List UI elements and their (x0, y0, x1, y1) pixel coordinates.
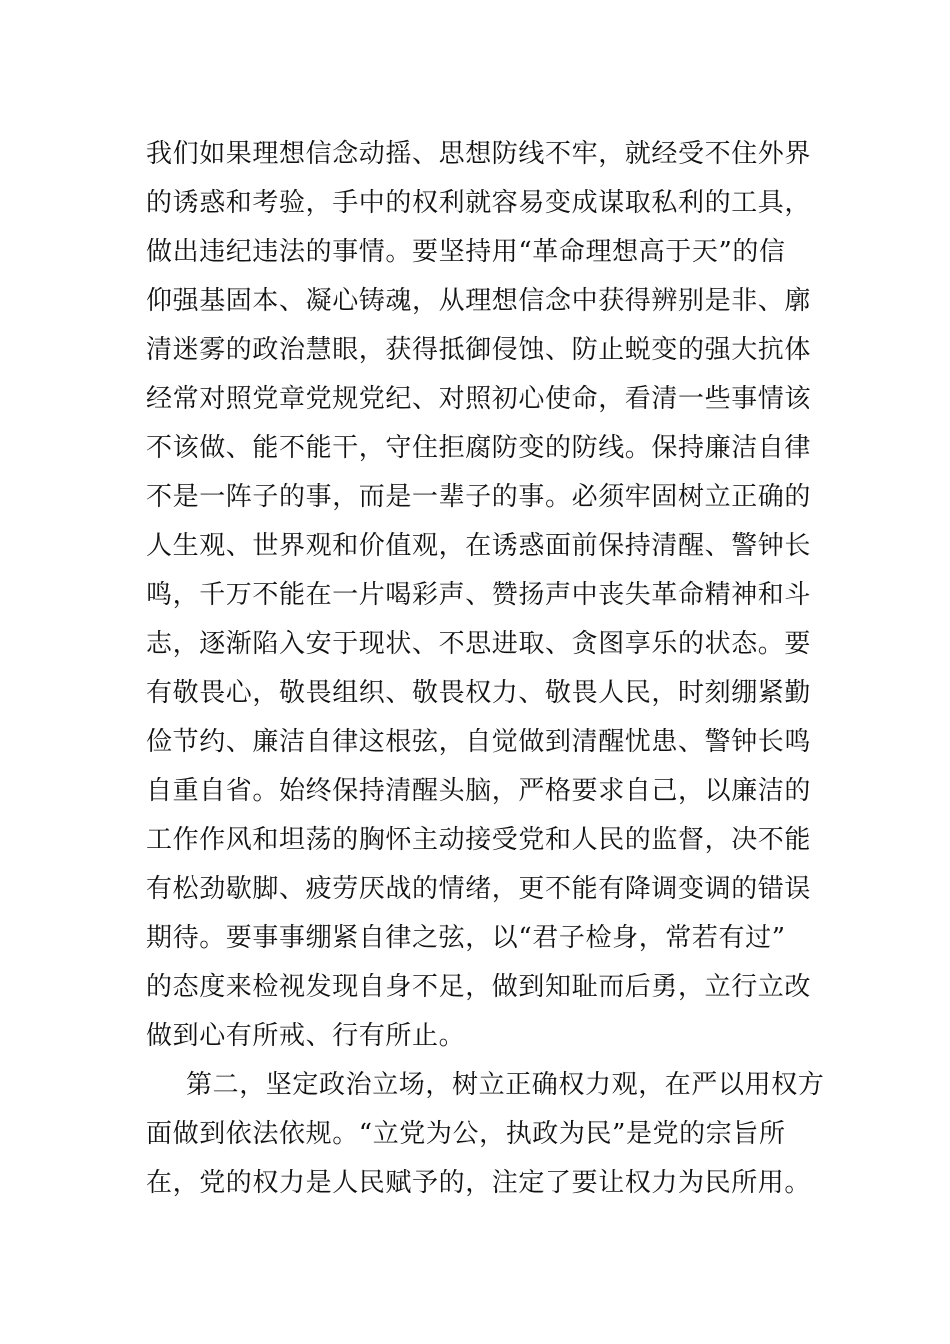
text-line-22: 在，党的权力是人民赋予的，注定了要让权力为民所用。 (146, 1168, 812, 1198)
text-line-15: 工作作风和坦荡的胸怀主动接受党和人民的监督，决不能 (146, 825, 812, 855)
text-line-13: 俭节约、廉洁自律这根弦，自觉做到清醒忧患、警钟长鸣 (146, 727, 812, 757)
document-body (146, 130, 825, 1208)
text-line-7: 不该做、能不能干，守住拒腐防变的防线。保持廉洁自律 (146, 433, 812, 463)
text-line-1: 我们如果理想信念动摇、思想防线不牢，就经受不住外界 (146, 139, 812, 169)
text-line-9: 人生观、世界观和价值观，在诱惑面前保持清醒、警钟长 (146, 531, 812, 561)
text-line-12: 有敬畏心，敬畏组织、敬畏权力、敬畏人民，时刻绷紧勤 (146, 678, 812, 708)
text-line-10: 鸣，千万不能在一片喝彩声、赞扬声中丧失革命精神和斗 (146, 580, 812, 610)
text-line-19: 做到心有所戒、行有所止。 (146, 1021, 466, 1051)
text-line-11: 志，逐渐陷入安于现状、不思进取、贪图享乐的状态。要 (146, 629, 812, 659)
text-line-5: 清迷雾的政治慧眼，获得抵御侵蚀、防止蜕变的强大抗体 (146, 335, 812, 365)
text-line-16: 有松劲歇脚、疲劳厌战的情绪，更不能有降调变调的错误 (146, 874, 812, 904)
text-line-14: 自重自省。始终保持清醒头脑，严格要求自己，以廉洁的 (146, 776, 812, 806)
text-line-17: 期待。要事事绷紧自律之弦，以“君子检身，常若有过” (146, 923, 786, 953)
text-line-21: 面做到依法依规。“立党为公，执政为民”是党的宗旨所 (146, 1119, 786, 1149)
text-line-8: 不是一阵子的事，而是一辈子的事。必须牢固树立正确的 (146, 482, 812, 512)
text-line-4: 仰强基固本、凝心铸魂，从理想信念中获得辨别是非、廓 (146, 286, 812, 316)
paragraph-start-line: 第二，坚定政治立场，树立正确权力观，在严以用权方 (186, 1070, 825, 1100)
text-line-3: 做出违纪违法的事情。要坚持用“革命理想高于天”的信 (146, 237, 786, 267)
text-line-18: 的态度来检视发现自身不足，做到知耻而后勇，立行立改 (146, 972, 812, 1002)
text-line-2: 的诱惑和考验，手中的权利就容易变成谋取私利的工具， (146, 188, 812, 218)
text-line-6: 经常对照党章党规党纪、对照初心使命，看清一些事情该 (146, 384, 812, 414)
